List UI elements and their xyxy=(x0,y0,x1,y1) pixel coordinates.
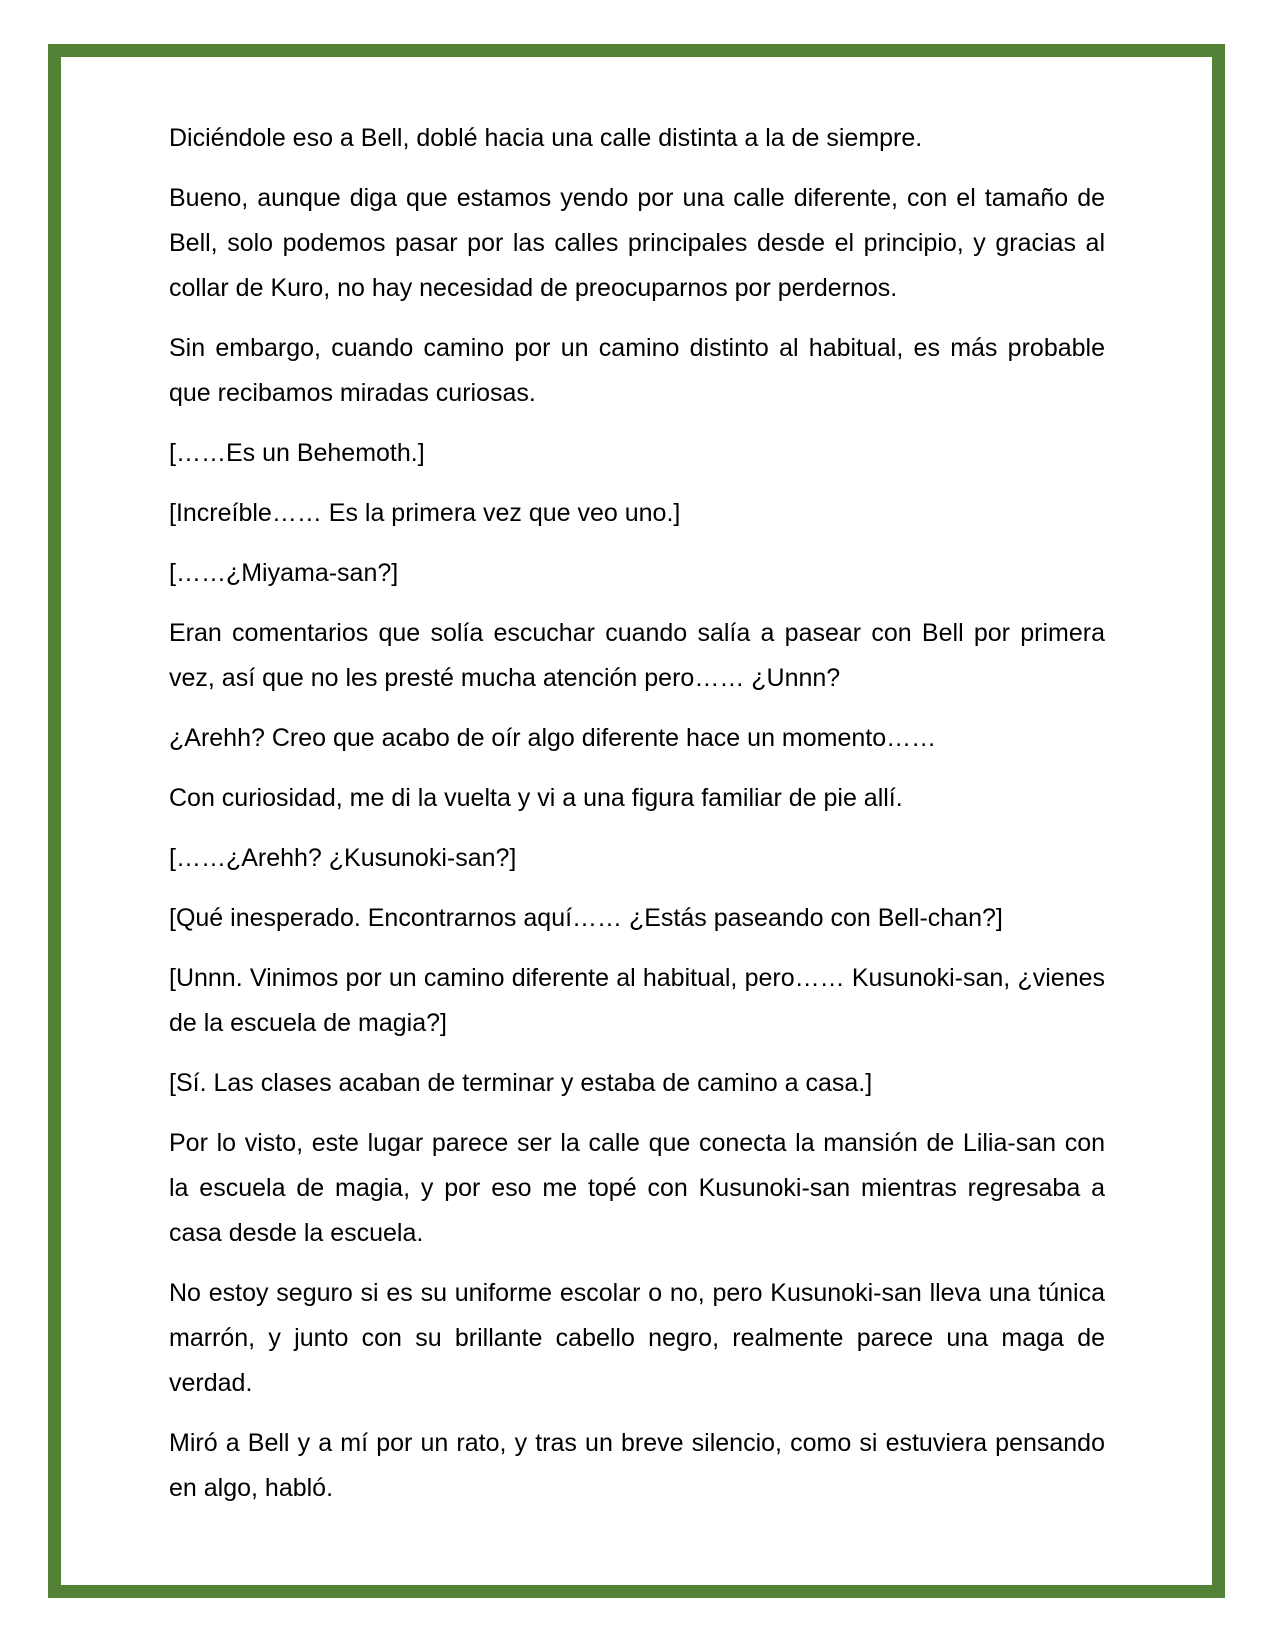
dialogue-paragraph: [Qué inesperado. Encontrarnos aquí…… ¿Estás paseando con Bell-chan?] xyxy=(169,904,1003,932)
narration-paragraph: Sin embargo, cuando camino por un camino distinto al habitual, es más probable que recibamos miradas curiosas. xyxy=(169,334,1105,407)
narration-paragraph: Eran comentarios que solía escuchar cuando salía a pasear con Bell por primera vez, así que no les presté mucha atención pero…… ¿Unnn? xyxy=(169,619,1105,692)
narration-paragraph: Con curiosidad, me di la vuelta y vi a una figura familiar de pie allí. xyxy=(169,784,903,812)
narration-paragraph: Miró a Bell y a mí por un rato, y tras un breve silencio, como si estuviera pensando en algo, habló. xyxy=(169,1429,1105,1502)
narration-paragraph: Diciéndole eso a Bell, doblé hacia una calle distinta a la de siempre. xyxy=(169,124,923,152)
dialogue-paragraph: [……¿Arehh? ¿Kusunoki-san?] xyxy=(169,844,517,872)
narration-paragraph: No estoy seguro si es su uniforme escolar o no, pero Kusunoki-san lleva una túnica marrón, y junto con su brillante cabello negro, realmente parece una maga de verdad. xyxy=(169,1279,1105,1397)
narration-paragraph: Por lo visto, este lugar parece ser la calle que conecta la mansión de Lilia-san con la escuela de magia, y por eso me topé con Kusunoki-san mientras regresaba a casa desde la escuela. xyxy=(169,1129,1105,1247)
dialogue-paragraph: [Unnn. Vinimos por un camino diferente al habitual, pero…… Kusunoki-san, ¿vienes de la escuela de magia?] xyxy=(169,964,1105,1037)
dialogue-paragraph: [Sí. Las clases acaban de terminar y estaba de camino a casa.] xyxy=(169,1069,873,1097)
page-border xyxy=(48,44,1225,1598)
narration-paragraph: ¿Arehh? Creo que acabo de oír algo diferente hace un momento…… xyxy=(169,724,937,752)
dialogue-paragraph: [Increíble…… Es la primera vez que veo uno.] xyxy=(169,499,681,527)
dialogue-paragraph: [……¿Miyama-san?] xyxy=(169,559,399,587)
dialogue-paragraph: [……Es un Behemoth.] xyxy=(169,439,425,467)
narration-paragraph: Bueno, aunque diga que estamos yendo por una calle diferente, con el tamaño de Bell, solo podemos pasar por las calles principales desde el principio, y gracias al collar de Kuro, no hay necesidad de preocuparnos por perdernos. xyxy=(169,184,1105,302)
page-content xyxy=(61,57,1212,1585)
